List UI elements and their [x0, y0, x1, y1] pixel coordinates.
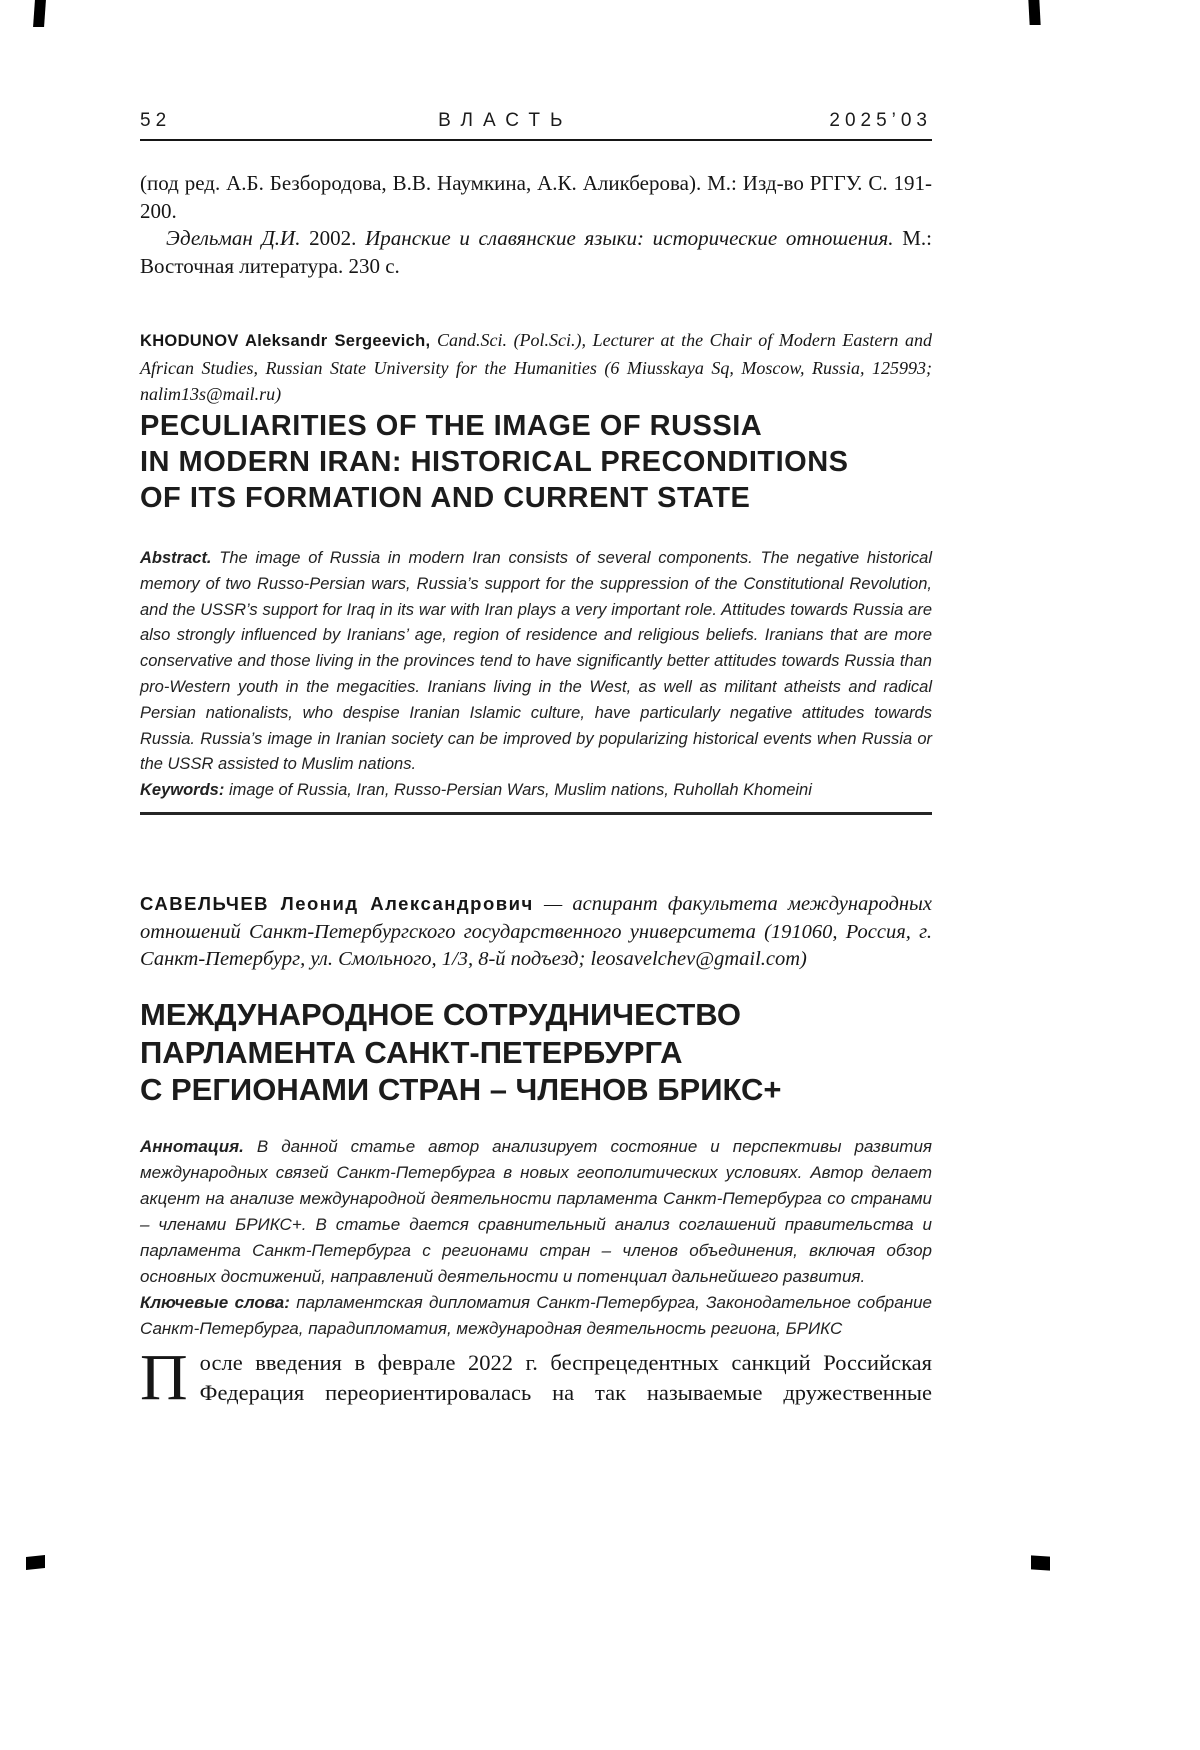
section-divider: [140, 812, 932, 815]
annotation-paragraph: [140, 1134, 932, 1290]
author-paragraph-en: [140, 327, 932, 408]
annotation-text: В данной статье автор анализирует состояние и перспективы развития международных связей Санкт-Петербурга в новых геополитических условиях. Автор делает акцент на анализе международной деятельности парламента Санкт-Петербурга со странами – членами БРИКС+. В статье дается сравнительный анализ соглашений правительства и парламента Санкт-Петербурга с регионами стран – членов объединения, включая обзор основных достижений, направлений деятельности и потенциал дальнейшего развития.: [140, 1137, 932, 1286]
abstract-text: The image of Russia in modern Iran consists of several components. The negative historical memory of two Russo-Persian wars, Russia’s support for the suppression of the Constitutional Revolution, and the USSR’s support for Iraq in its war with Iran plays a very important role. Attitudes towards Russia are also strongly influenced by Iranians’ age, region of residence and religious beliefs. Iranians that are more conservative and those living in the provinces tend to have significantly better attitudes towards Russia than pro-Western youth in the megacities. Iranians living in the West, as well as militant atheists and radical Persian nationalists, who despise Iranian Islamic culture, have particularly negative attitudes towards Russia. Russia’s image in Iranian society can be improved by popularizing historical events when Russia or the USSR assisted to Muslim nations.: [140, 549, 932, 774]
abstract-block: [140, 546, 932, 804]
author-name-en: KHODUNOV Aleksandr Sergeevich,: [140, 332, 431, 350]
header-rule: [140, 139, 932, 141]
author-affiliation-ru: аспирант факультета международных отношений Санкт-Петербургского государственного университета (191060, Россия, г. Санкт-Петербург, ул. Смольного, 1/3, 8-й подъезд; leosavelchev@gmail.com): [140, 893, 932, 970]
annotation-label: Аннотация.: [140, 1137, 244, 1156]
author-block-ru: [140, 890, 932, 974]
page-number: 52: [140, 110, 172, 131]
article-title-en: [140, 408, 932, 516]
keywords-paragraph-en: [140, 778, 932, 804]
issue-number: 2025’03: [829, 110, 932, 131]
reference-text: (под ред. А.Б. Безбородова, В.В. Наумкина, А.К. Аликберова). М.: Изд-во РГГУ. С. 191-200.: [140, 171, 932, 223]
annotation-block: [140, 1134, 932, 1342]
keywords-label-ru: Ключевые слова:: [140, 1293, 290, 1312]
body-paragraph: [140, 1341, 932, 1414]
title-line: OF ITS FORMATION AND CURRENT STATE: [140, 482, 751, 514]
crop-mark-bottom-right: [1031, 1555, 1050, 1570]
title-line: IN MODERN IRAN: HISTORICAL PRECONDITIONS: [140, 446, 849, 478]
title-line: С РЕГИОНАМИ СТРАН – ЧЛЕНОВ БРИКС+: [140, 1072, 782, 1107]
reference-tail: М.: Восточная литература. 230 с.: [140, 226, 932, 278]
reference-entry: [140, 170, 932, 225]
references-block: [140, 170, 932, 280]
reference-entry: [140, 225, 932, 280]
keywords-paragraph-ru: [140, 1290, 932, 1342]
abstract-paragraph: [140, 546, 932, 778]
crop-mark-top-right: [1028, 0, 1040, 25]
keywords-label-en: Keywords:: [140, 781, 225, 800]
page-header: [140, 110, 932, 132]
keywords-text-ru: парламентская дипломатия Санкт-Петербурга, Законодательное собрание Санкт-Петербурга, парадипломатия, международная деятельность региона, БРИКС: [140, 1293, 932, 1338]
author-block-en: [140, 327, 932, 408]
journal-title: ВЛАСТЬ: [438, 110, 573, 131]
reference-author: Эдельман Д.И.: [166, 226, 310, 250]
reference-year: 2002.: [309, 226, 366, 250]
title-line: ПАРЛАМЕНТА САНКТ-ПЕТЕРБУРГА: [140, 1034, 683, 1070]
article-title-ru: [140, 996, 932, 1109]
author-paragraph-ru: [140, 890, 932, 974]
author-dash: —: [533, 893, 573, 915]
reference-title: Иранские и славянские языки: исторические отношения.: [365, 226, 894, 250]
author-affiliation-en: Cand.Sci. (Pol.Sci.), Lecturer at the Chair of Modern Eastern and African Studies, Russian State University for the Humanities (6 Miusskaya Sq, Moscow, Russia, 125993; nalim13s@mail.ru): [140, 330, 933, 404]
body-text: осле введения в феврале 2022 г. беспрецедентных санкций Российская Федерация переориентировалась на так называемые дружественные: [199, 1350, 932, 1405]
crop-mark-top-left: [33, 0, 46, 27]
crop-mark-bottom-left: [26, 1555, 45, 1570]
title-line: МЕЖДУНАРОДНОЕ СОТРУДНИЧЕСТВО: [140, 997, 742, 1032]
author-name-ru: САВЕЛЬЧЕВ Леонид Александрович: [140, 893, 534, 914]
drop-cap: П: [140, 1341, 188, 1414]
keywords-text-en: image of Russia, Iran, Russo-Persian Wars, Muslim nations, Ruhollah Khomeini: [224, 781, 812, 800]
title-line: PECULIARITIES OF THE IMAGE OF RUSSIA: [140, 410, 763, 442]
abstract-label: Abstract.: [140, 549, 212, 567]
